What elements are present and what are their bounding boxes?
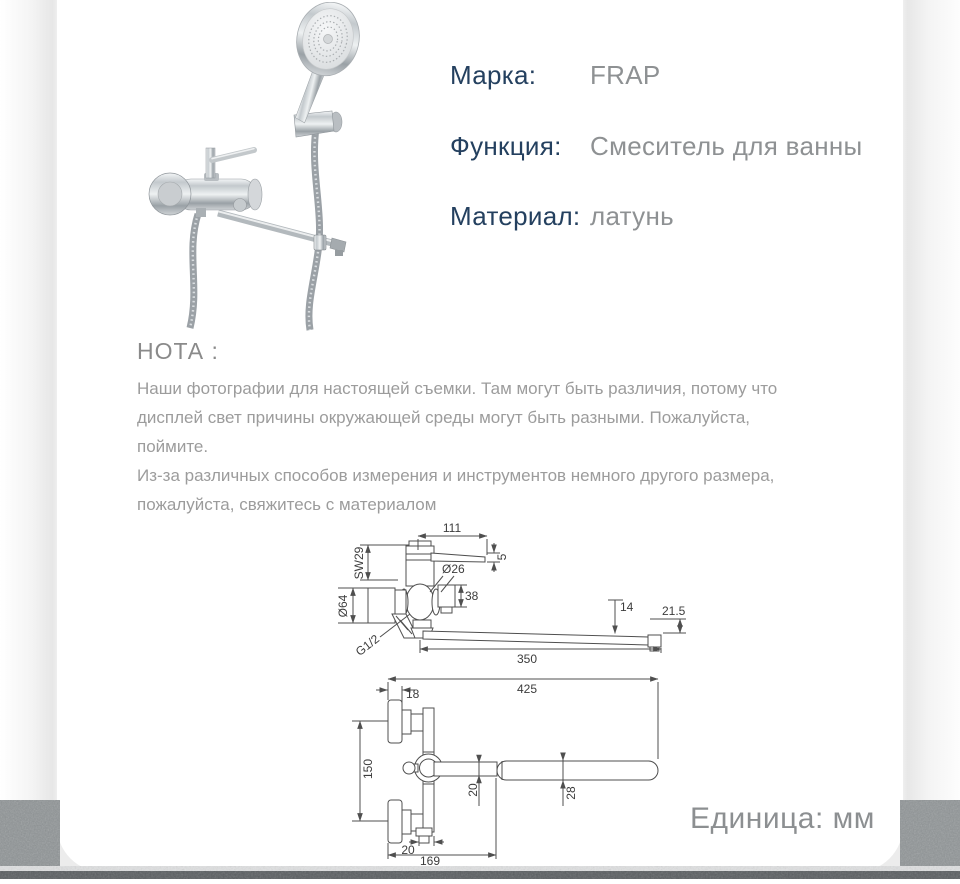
dim-outlet-size: 20	[401, 843, 415, 857]
bottom-divider-art	[0, 866, 960, 879]
spec-row-function	[450, 131, 863, 162]
wall-flange	[149, 173, 191, 215]
shower-hose	[309, 128, 320, 330]
front-view-drawing	[352, 679, 658, 866]
note-line: Наши фотографии для настоящей съемки. Там могут быть различия, потому что	[137, 379, 778, 398]
dim-valve-height: 38	[465, 589, 479, 603]
dim-handle-length: 111	[442, 521, 462, 535]
diverter-knob	[234, 199, 247, 212]
content-card	[57, 0, 903, 872]
spout-tip	[330, 238, 346, 252]
dim-inlet-thread: G1/2	[352, 631, 382, 659]
dim-spout-tube-diameter: 28	[564, 786, 578, 800]
dim-overall-depth: 425	[516, 682, 538, 696]
spec-row-brand	[450, 60, 661, 91]
faucet-hose	[190, 214, 198, 328]
bottom-divider-bar	[0, 866, 960, 879]
hose-outlet	[196, 208, 206, 217]
shower-head	[278, 2, 366, 131]
dim-handle-end: 5	[495, 553, 509, 561]
dim-spout-end-height: 21.5	[662, 604, 686, 618]
dim-body-depth: 169	[419, 854, 441, 866]
dim-escutcheon-depth: 18	[406, 687, 420, 701]
dim-spout-drop: 14	[620, 600, 634, 614]
spec-label-brand: Марка:	[450, 60, 537, 90]
note-line: поймите.	[137, 437, 209, 456]
spout	[218, 211, 346, 256]
lever-handle	[204, 148, 254, 181]
note-line: Из-за различных способов измерения и инструментов немного другого размера,	[137, 466, 775, 485]
note-line: пожалуйста, свяжитесь с материалом	[137, 495, 437, 514]
unit-label: Единица: мм	[690, 802, 875, 835]
dim-wrench-size: SW29	[352, 546, 366, 580]
hose-clip	[314, 235, 326, 250]
spout-aerator	[335, 250, 343, 256]
spec-label-function: Функция:	[450, 131, 562, 161]
spec-row-material	[450, 201, 674, 232]
note-line: дисплей свет причины окружающей среды могут быть разными. Пожалуйста,	[137, 408, 751, 427]
note-heading: НОТА :	[137, 338, 219, 364]
note-section	[137, 338, 837, 519]
page-gutter-left	[0, 0, 57, 802]
page-gutter-right	[903, 0, 960, 802]
dim-cartridge-diameter: Ø26	[442, 562, 465, 576]
dim-flange-diameter: Ø64	[336, 594, 350, 618]
spec-value-brand: FRAP	[590, 60, 661, 90]
dim-spout-length: 350	[516, 652, 538, 666]
dim-centers-distance: 150	[361, 758, 375, 780]
spec-value-material: латунь	[590, 201, 674, 231]
side-view-drawing	[336, 521, 686, 666]
spec-value-function: Смеситель для ванны	[590, 131, 863, 161]
dim-aerator-size: 20	[466, 783, 480, 797]
dimension-diagram	[330, 516, 710, 866]
spec-label-material: Материал:	[450, 201, 581, 231]
product-photo	[140, 2, 470, 332]
